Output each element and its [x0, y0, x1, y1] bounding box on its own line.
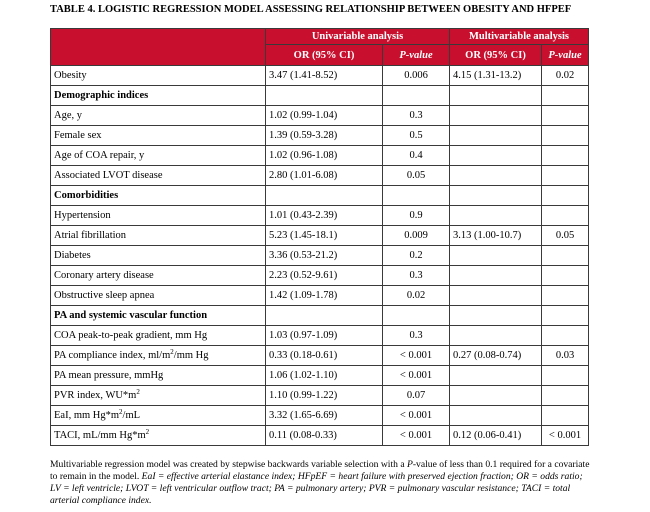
table-row-taci — [51, 426, 589, 446]
row-label: Coronary artery disease — [51, 266, 266, 286]
row-label: Female sex — [51, 126, 266, 146]
p-uni-cell: 0.5 — [383, 126, 450, 146]
or-uni-cell: 1.42 (1.09-1.78) — [266, 286, 383, 306]
row-label: Age, y — [51, 106, 266, 126]
or-uni-cell: 1.39 (0.59-3.28) — [266, 126, 383, 146]
p-uni-cell: 0.3 — [383, 266, 450, 286]
abbreviations: EaI = effective arterial elastance index; HFpEF = heart failure with preserved ejection fraction; OR = odds ratio; LV = left ventricle; LVOT = left ventricular outflow tract; PA = pulmonary artery; PVR = pulmonary vascular resistance; TACI = total arterial compliance index. — [50, 471, 583, 506]
table-row-obesity — [51, 66, 589, 86]
table-row-age — [51, 106, 589, 126]
row-label: Obesity — [51, 66, 266, 86]
row-label: TACI, mL/mm $Hg*m^2$ — [51, 426, 266, 446]
or-multi-cell: 0.12 (0.06-0.41) — [450, 426, 542, 446]
or-uni-cell: 5.23 (1.45-18.1) — [266, 226, 383, 246]
section-row-pa-vascular — [51, 306, 589, 326]
header-corner — [51, 29, 266, 66]
row-label: Hypertension — [51, 206, 266, 226]
p-uni-cell: 0.3 — [383, 326, 450, 346]
section-label: Comorbidities — [51, 186, 266, 206]
p-uni-header: P-value — [383, 45, 450, 66]
p-uni-cell: 0.3 — [383, 106, 450, 126]
table-row-afib — [51, 226, 589, 246]
or-uni-cell: 3.36 (0.53-21.2) — [266, 246, 383, 266]
or-uni-cell: 1.02 (0.96-1.08) — [266, 146, 383, 166]
table-row-cad — [51, 266, 589, 286]
or-uni-cell: 1.03 (0.97-1.09) — [266, 326, 383, 346]
univariable-header: Univariable analysis — [266, 29, 450, 45]
table-row-lvot — [51, 166, 589, 186]
table-row-pa-mean — [51, 366, 589, 386]
section-label: Demographic indices — [51, 86, 266, 106]
table-row-diabetes — [51, 246, 589, 266]
or-multi-cell: 0.27 (0.08-0.74) — [450, 346, 542, 366]
p-multi-header: P-value — [542, 45, 589, 66]
or-multi-cell: 3.13 (1.00-10.7) — [450, 226, 542, 246]
table-row-pvr — [51, 386, 589, 406]
p-multi-cell: < 0.001 — [542, 426, 589, 446]
group-header-row — [51, 29, 589, 45]
or-uni-cell: 0.11 (0.08-0.33) — [266, 426, 383, 446]
row-label: PA mean pressure, mmHg — [51, 366, 266, 386]
or-uni-header: OR (95% CI) — [266, 45, 383, 66]
or-uni-cell: 2.23 (0.52-9.61) — [266, 266, 383, 286]
table-row-age-coa — [51, 146, 589, 166]
or-multi-cell: 4.15 (1.31-13.2) — [450, 66, 542, 86]
table-row-osa — [51, 286, 589, 306]
p-uni-cell: 0.05 — [383, 166, 450, 186]
table-row-female-sex — [51, 126, 589, 146]
row-label: Atrial fibrillation — [51, 226, 266, 246]
or-uni-cell: 1.06 (1.02-1.10) — [266, 366, 383, 386]
row-label: Associated LVOT disease — [51, 166, 266, 186]
p-uni-cell: 0.006 — [383, 66, 450, 86]
p-uni-cell: 0.4 — [383, 146, 450, 166]
p-uni-cell: 0.02 — [383, 286, 450, 306]
or-uni-cell: 0.33 (0.18-0.61) — [266, 346, 383, 366]
or-uni-cell: 3.32 (1.65-6.69) — [266, 406, 383, 426]
table-row-hypertension — [51, 206, 589, 226]
table-row-eai — [51, 406, 589, 426]
row-label: PVR index, $WU*m^2$ — [51, 386, 266, 406]
row-label: Age of COA repair, y — [51, 146, 266, 166]
or-uni-cell: 2.80 (1.01-6.08) — [266, 166, 383, 186]
p-uni-cell: < 0.001 — [383, 426, 450, 446]
row-label: EaI, mm $Hg*m^2/mL$ — [51, 406, 266, 426]
or-uni-cell: 3.47 (1.41-8.52) — [266, 66, 383, 86]
or-multi-header: OR (95% CI) — [450, 45, 542, 66]
p-uni-cell: < 0.001 — [383, 366, 450, 386]
table-row-coa-gradient — [51, 326, 589, 346]
section-row-comorbidities — [51, 186, 589, 206]
p-uni-cell: 0.07 — [383, 386, 450, 406]
p-multi-cell: 0.02 — [542, 66, 589, 86]
regression-table — [50, 28, 589, 446]
or-uni-cell: 1.02 (0.99-1.04) — [266, 106, 383, 126]
section-row-demographic — [51, 86, 589, 106]
row-label: Diabetes — [51, 246, 266, 266]
or-uni-cell: 1.01 (0.43-2.39) — [266, 206, 383, 226]
row-label: PA compliance index, $ml/m^2/mm$ Hg — [51, 346, 266, 366]
table-footnote: Multivariable regression model was created by stepwise backwards variable selection with a P-value of less than 0.1 required for a covariate to remain in the model. EaI = effective arterial elastance index; HFpEF = heart failure with preserved ejection fraction; OR = odds ratio; LV = left ventricle; LVOT = left ventricular outflow tract; PA = pulmonary artery; PVR = pulmonary vascular resistance; TACI = total arterial compliance index. — [50, 459, 590, 506]
p-multi-cell: 0.05 — [542, 226, 589, 246]
p-uni-cell: 0.9 — [383, 206, 450, 226]
p-uni-cell: 0.009 — [383, 226, 450, 246]
row-label: Obstructive sleep apnea — [51, 286, 266, 306]
p-uni-cell: < 0.001 — [383, 346, 450, 366]
p-uni-cell: < 0.001 — [383, 406, 450, 426]
or-uni-cell: 1.10 (0.99-1.22) — [266, 386, 383, 406]
p-multi-cell: 0.03 — [542, 346, 589, 366]
table-row-pa-compliance — [51, 346, 589, 366]
table-caption: TABLE 4. LOGISTIC REGRESSION MODEL ASSESSING RELATIONSHIP BETWEEN OBESITY AND HFPEF — [50, 4, 572, 15]
multivariable-header: Multivariable analysis — [450, 29, 589, 45]
row-label: COA peak-to-peak gradient, mm Hg — [51, 326, 266, 346]
p-uni-cell: 0.2 — [383, 246, 450, 266]
section-label: PA and systemic vascular function — [51, 306, 266, 326]
